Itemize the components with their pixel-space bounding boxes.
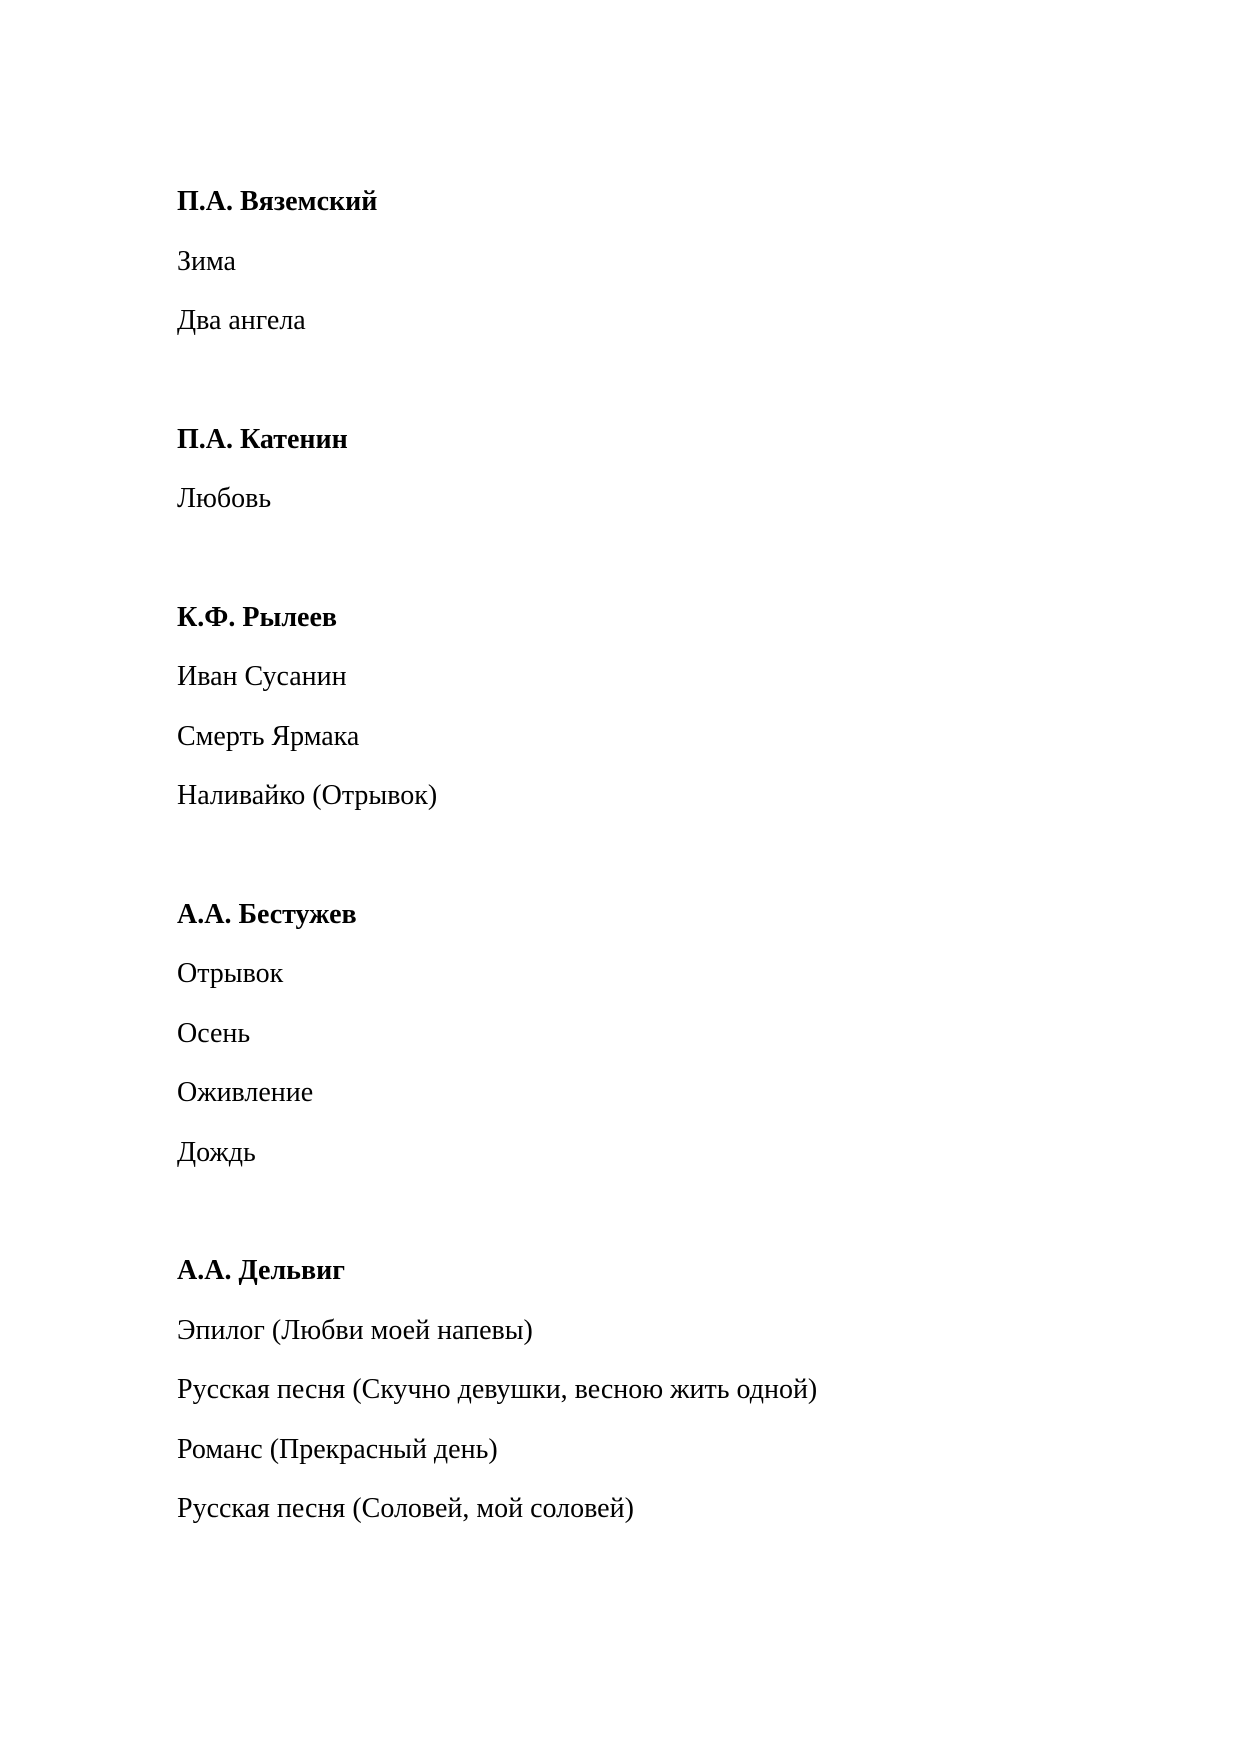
- author-heading: К.Ф. Рылеев: [177, 601, 338, 633]
- work-title: Два ангела: [177, 305, 306, 336]
- work-title: Русская песня (Скучно девушки, весною жить одной): [177, 1374, 818, 1405]
- work-title: Наливайко (Отрывок): [177, 780, 438, 811]
- work-title: Романс (Прекрасный день): [177, 1433, 498, 1465]
- work-title: Дождь: [177, 1136, 256, 1168]
- author-section: [177, 1241, 1157, 1539]
- work-title: Русская песня (Соловей, мой соловей): [177, 1493, 634, 1524]
- work-title: Осень: [177, 1017, 251, 1049]
- author-section: [177, 172, 1157, 351]
- author-heading: П.А. Катенин: [177, 423, 348, 455]
- work-title: Отрывок: [177, 958, 284, 989]
- work-title: Смерть Ярмака: [177, 720, 360, 752]
- author-heading: А.А. Дельвиг: [177, 1255, 345, 1286]
- author-section: [177, 885, 1157, 1183]
- work-title: Иван Сусанин: [177, 661, 347, 692]
- work-title: Оживление: [177, 1077, 314, 1108]
- author-heading: А.А. Бестужев: [177, 898, 357, 930]
- author-section: [177, 410, 1157, 529]
- author-heading: П.А. Вяземский: [177, 186, 378, 217]
- document-content: [177, 172, 1157, 1598]
- work-title: Зима: [177, 245, 236, 277]
- work-title: Эпилог (Любви моей напевы): [177, 1314, 533, 1346]
- work-title: Любовь: [177, 483, 272, 514]
- author-section: [177, 588, 1157, 826]
